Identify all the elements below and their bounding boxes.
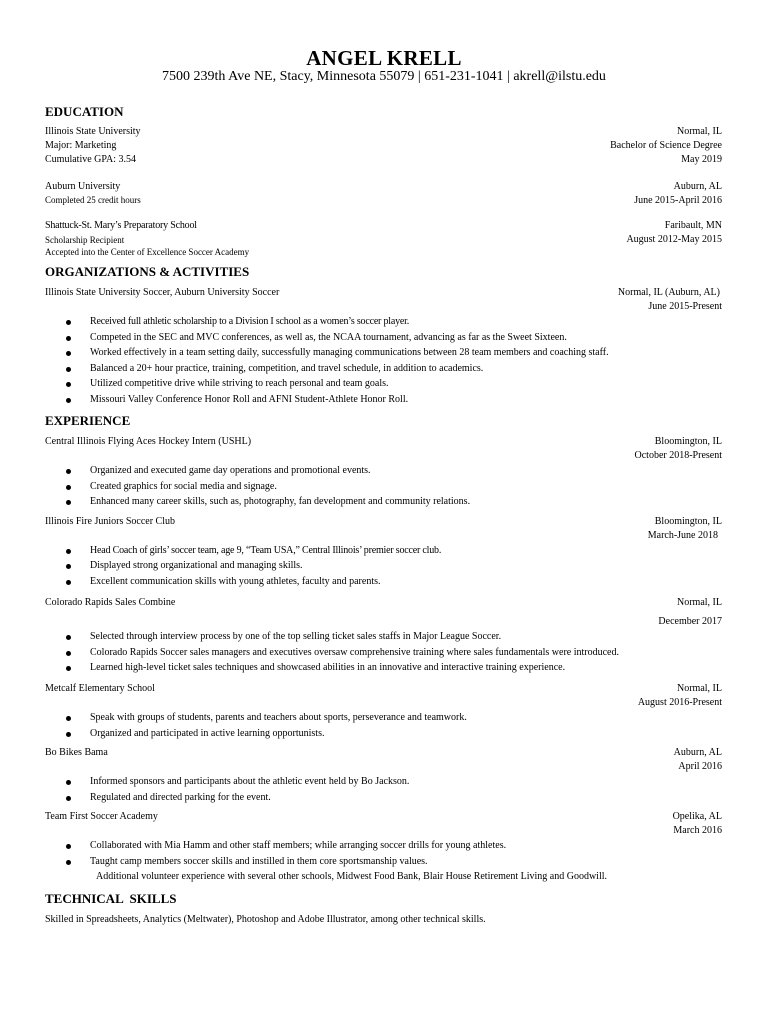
school-detail: Major: Marketing <box>45 140 117 151</box>
bullet-icon <box>66 382 71 387</box>
org-title: Illinois State University Soccer, Auburn University Soccer <box>45 287 280 298</box>
bullet-text: Taught camp members soccer skills and instilled in them core sportsmanship values. <box>90 856 428 867</box>
bullet-text: Colorado Rapids Soccer sales managers and executives oversaw comprehensive training where sales fundamentals were introduced. <box>90 647 619 658</box>
job-location: Bloomington, IL <box>654 436 722 447</box>
job-title: Team First Soccer Academy <box>45 811 158 822</box>
school-degree: Bachelor of Science Degree <box>610 140 722 151</box>
school-detail: Accepted into the Center of Excellence Soccer Academy <box>45 247 250 257</box>
org-location: Normal, IL (Auburn, AL) <box>617 287 720 298</box>
bullet-text: Organized and participated in active learning opportunists. <box>90 728 325 739</box>
job-date: April 2016 <box>678 761 722 772</box>
bullet-text: Balanced a 20+ hour practice, training, competition, and travel schedule, in addition to academics. <box>90 363 484 374</box>
experience-heading: EXPERIENCE <box>45 413 131 428</box>
job-title: Colorado Rapids Sales Combine <box>45 597 176 608</box>
org-date: June 2015-Present <box>648 301 722 312</box>
bullet-text: Excellent communication skills with young athletes, faculty and parents. <box>90 576 381 587</box>
bullet-text: Displayed strong organizational and managing skills. <box>90 560 303 571</box>
school-date: August 2012-May 2015 <box>626 234 722 245</box>
organizations-heading: ORGANIZATIONS & ACTIVITIES <box>45 264 250 279</box>
bullet-text: Selected through interview process by one of the top selling ticket sales staffs in Major League Soccer. <box>90 631 502 642</box>
skills-heading: TECHNICAL SKILLS <box>45 891 177 906</box>
bullet-text: Missouri Valley Conference Honor Roll and AFNI Student-Athlete Honor Roll. <box>90 394 409 405</box>
bullet-icon <box>66 666 71 671</box>
school-date: May 2019 <box>681 154 722 165</box>
bullet-text: Learned high-level ticket sales techniques and showcased abilities in an innovative and interactive training experience. <box>90 662 566 673</box>
bullet-icon <box>66 469 71 474</box>
bullet-text: Speak with groups of students, parents and teachers about sports, perseverance and teamwork. <box>90 712 467 723</box>
bullet-icon <box>66 336 71 341</box>
school-location: Auburn, AL <box>673 181 722 192</box>
bullet-icon <box>66 651 71 656</box>
bullet-icon <box>66 564 71 569</box>
bullet-text: Organized and executed game day operations and promotional events. <box>90 465 371 476</box>
job-date: August 2016-Present <box>637 697 722 708</box>
bullet-icon <box>66 860 71 865</box>
job-location: Normal, IL <box>677 683 722 694</box>
bullet-text: Collaborated with Mia Hamm and other staff members; while arranging soccer drills for young athletes. <box>90 840 507 851</box>
job-title: Central Illinois Flying Aces Hockey Intern (USHL) <box>45 436 252 447</box>
school-date: June 2015-April 2016 <box>634 195 722 206</box>
bullet-text: Created graphics for social media and signage. <box>90 481 277 492</box>
job-date: March 2016 <box>673 825 722 836</box>
school-detail: Cumulative GPA: 3.54 <box>45 154 137 165</box>
job-date: December 2017 <box>658 616 722 627</box>
bullet-text: Regulated and directed parking for the event. <box>90 792 271 803</box>
job-title: Bo Bikes Bama <box>45 747 108 758</box>
bullet-icon <box>66 320 71 325</box>
bullet-icon <box>66 780 71 785</box>
bullet-icon <box>66 716 71 721</box>
job-date: October 2018-Present <box>634 450 722 461</box>
school-location: Normal, IL <box>677 126 722 137</box>
job-title: Illinois Fire Juniors Soccer Club <box>45 516 175 527</box>
job-location: Opelika, AL <box>672 811 722 822</box>
school-location: Faribault, MN <box>664 220 722 231</box>
school-name: Shattuck-St. Mary’s Preparatory School <box>45 220 197 231</box>
school-detail: Completed 25 credit hours <box>45 195 141 205</box>
bullet-text: Utilized competitive drive while striving to reach personal and team goals. <box>90 378 389 389</box>
bullet-icon <box>66 732 71 737</box>
bullet-text: Head Coach of girls’ soccer team, age 9, “Team USA,” Central Illinois’ premier soccer club. <box>90 545 442 556</box>
bullet-icon <box>66 580 71 585</box>
bullet-icon <box>66 844 71 849</box>
bullet-icon <box>66 796 71 801</box>
bullet-text: Worked effectively in a team setting daily, successfully managing communications between 28 team members and coaching staff. <box>90 347 609 358</box>
skills-text: Skilled in Spreadsheets, Analytics (Meltwater), Photoshop and Adobe Illustrator, among other technical skills. <box>45 914 486 925</box>
job-location: Auburn, AL <box>673 747 722 758</box>
education-heading: EDUCATION <box>45 104 124 119</box>
contact-line: 7500 239th Ave NE, Stacy, Minnesota 55079 | 651-231-1041 | akrell@ilstu.edu <box>162 69 606 84</box>
bullet-icon <box>66 398 71 403</box>
bullet-icon <box>66 500 71 505</box>
bullet-icon <box>66 635 71 640</box>
school-name: Illinois State University <box>45 126 141 137</box>
job-title: Metcalf Elementary School <box>45 683 155 694</box>
job-location: Normal, IL <box>677 597 722 608</box>
bullet-icon <box>66 367 71 372</box>
bullet-text: Enhanced many career skills, such as, photography, fan development and community relations. <box>90 496 471 507</box>
bullet-text: Received full athletic scholarship to a Division I school as a women’s soccer player. <box>90 316 410 327</box>
school-detail: Scholarship Recipient <box>45 235 125 245</box>
bullet-text: Informed sponsors and participants about the athletic event held by Bo Jackson. <box>90 776 410 787</box>
school-name: Auburn University <box>45 181 121 192</box>
bullet-icon <box>66 549 71 554</box>
bullet-icon <box>66 485 71 490</box>
volunteer-note: Additional volunteer experience with several other schools, Midwest Food Bank, Blair House Retirement Living and Goodwill. <box>96 871 608 882</box>
job-date: March-June 2018 <box>647 530 718 541</box>
bullet-icon <box>66 351 71 356</box>
job-location: Bloomington, IL <box>654 516 722 527</box>
resume-name: ANGEL KRELL <box>306 46 462 70</box>
bullet-text: Competed in the SEC and MVC conferences, as well as, the NCAA tournament, advancing as far as the Sweet Sixteen. <box>90 332 567 343</box>
